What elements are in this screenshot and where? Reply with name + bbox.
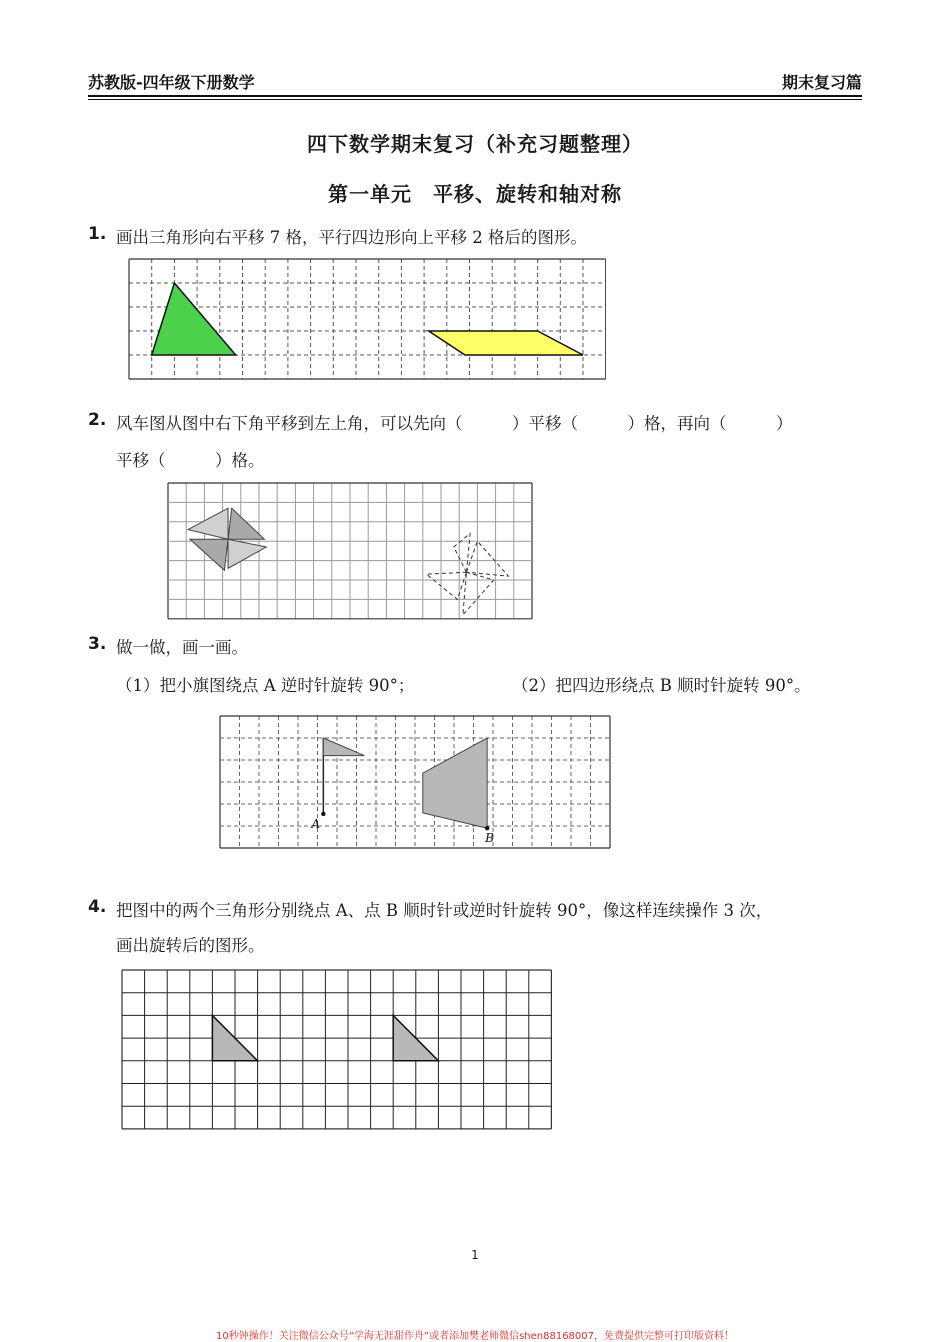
quadrilateral xyxy=(423,738,487,828)
q2-text-line1: 风车图从图中右下角平移到左上角，可以先向（ ）平移（ ）格，再向（ ） xyxy=(116,414,793,433)
yellow-parallelogram xyxy=(429,331,583,355)
footer-notice: 10秒钟操作！关注微信公众号“学海无涯甜作舟”或者添加樊老师微信shen88168007，免费提供完整可打印版资料！ xyxy=(215,1331,735,1342)
q4-text-line2: 画出旋转后的图形。 xyxy=(116,936,265,955)
header-rule xyxy=(88,95,862,97)
q2-grid-figure xyxy=(167,482,533,620)
header-right: 期末复习篇 xyxy=(781,73,862,92)
header-left: 苏教版-四年级下册数学 xyxy=(88,73,255,92)
flag xyxy=(323,738,364,756)
q4-text-line1: 把图中的两个三角形分别绕点 A、点 B 顺时针或逆时针旋转 90°，像这样连续操作 3 次， xyxy=(116,901,773,920)
point-a-dot xyxy=(321,812,325,816)
q1-number: 1. xyxy=(88,224,107,244)
page-title: 四下数学期末复习（补充习题整理） xyxy=(307,132,643,156)
q3-sub2: （2）把四边形绕点 B 顺时针旋转 90°。 xyxy=(512,676,811,695)
pinwheel-blade xyxy=(228,539,266,568)
pinwheel-outline xyxy=(466,541,508,576)
page-number: 1 xyxy=(471,1248,479,1262)
q2-number: 2. xyxy=(88,410,107,430)
q1-text: 画出三角形向右平移 7 格，平行四边形向上平移 2 格后的图形。 xyxy=(116,228,587,247)
point-b-dot xyxy=(485,826,489,830)
pinwheel-outline xyxy=(426,572,466,599)
pinwheel-blade xyxy=(188,508,228,539)
q3-grid-figure xyxy=(219,715,613,849)
q1-grid-figure xyxy=(128,258,606,380)
q3-number: 3. xyxy=(88,634,107,654)
point-a-label: A xyxy=(311,816,321,831)
pinwheel-outline xyxy=(463,572,494,615)
q4-grid-figure xyxy=(121,969,553,1130)
pinwheel-blade xyxy=(190,539,228,570)
q2-text-line2: 平移（ ）格。 xyxy=(116,451,265,470)
section-title: 第一单元 平移、旋转和轴对称 xyxy=(328,182,622,206)
q3-sub1: （1）把小旗图绕点 A 逆时针旋转 90°； xyxy=(116,676,415,695)
header-rule-thin xyxy=(88,99,862,100)
q3-text: 做一做，画一画。 xyxy=(116,638,248,657)
green-triangle xyxy=(152,283,236,355)
q4-number: 4. xyxy=(88,897,107,917)
pinwheel-outline xyxy=(454,533,470,572)
point-b-label: B xyxy=(485,831,494,846)
